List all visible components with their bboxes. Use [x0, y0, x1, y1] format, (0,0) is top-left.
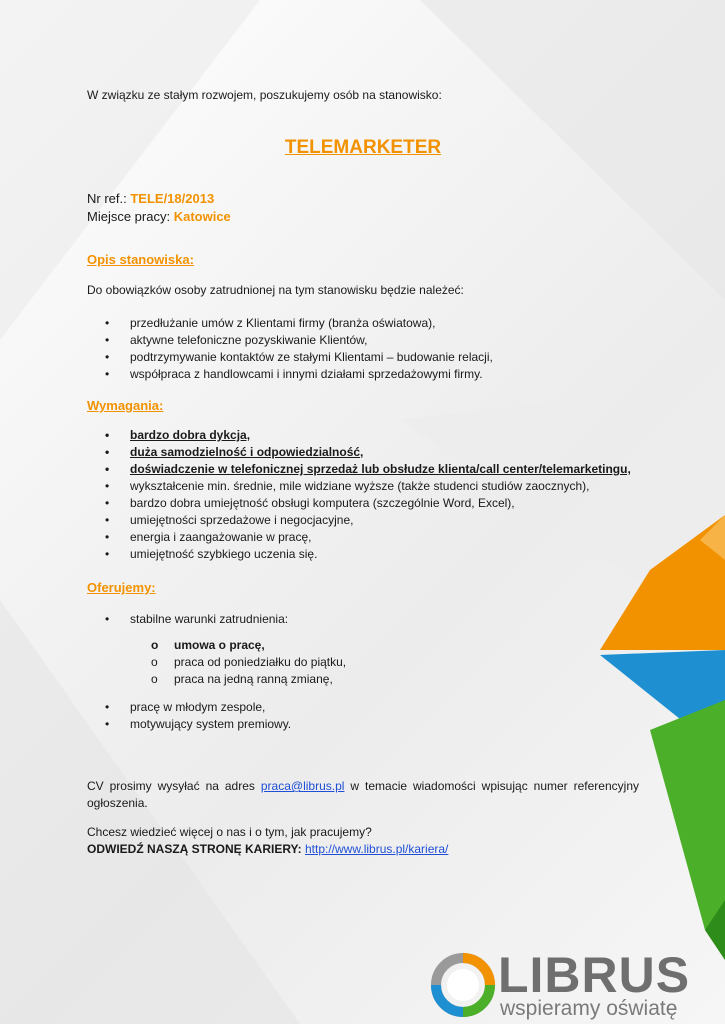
list-item: • stabilne warunki zatrudnienia: [105, 612, 289, 626]
librus-logo [430, 948, 705, 1024]
sub-list-item: o umowa o pracę, [151, 638, 265, 652]
opis-lead: Do obowiązków osoby zatrudnionej na tym stanowisku będzie należeć: [87, 283, 464, 297]
list-item: • przedłużanie umów z Klientami firmy (branża oświatowa), [105, 316, 436, 330]
intro-text: W związku ze stałym rozwojem, poszukujemy osób na stanowisko: [87, 88, 442, 102]
opis-list [87, 315, 493, 383]
career-info [87, 824, 448, 858]
place-value: Katowice [173, 209, 231, 224]
list-item: • umiejętność szybkiego uczenia się. [105, 547, 318, 561]
list-item: • wykształcenie min. średnie, mile widziane wyższe (także studenci studiów zaocznych), [105, 479, 590, 493]
oferujemy-sublist [87, 637, 346, 688]
logo-name: LIBRUS [498, 947, 691, 1003]
list-item: • motywujący system premiowy. [105, 717, 292, 731]
logo-slogan: wspieramy oświatę [500, 997, 678, 1020]
list-item: • bardzo dobra dykcja, [105, 428, 251, 442]
list-item: • bardzo dobra umiejętność obsługi komputera (szczególnie Word, Excel), [105, 496, 515, 510]
list-item: • doświadczenie w telefonicznej sprzedaż lub obsłudze klienta/call center/telemarketingu, [105, 462, 631, 476]
list-item: • pracę w młodym zespole, [105, 700, 266, 714]
ref-label: Nr ref.: [87, 191, 131, 206]
section-heading-opis: Opis stanowiska: [87, 252, 194, 267]
sub-list-item: o praca na jedną ranną zmianę, [151, 672, 333, 686]
list-item: • aktywne telefoniczne pozyskiwanie Klientów, [105, 333, 368, 347]
list-item: • współpraca z handlowcami i innymi działami sprzedażowymi firmy. [105, 367, 483, 381]
section-heading-oferujemy: Oferujemy: [87, 580, 156, 595]
job-title: TELEMARKETER [284, 137, 442, 158]
reference-block [87, 190, 231, 226]
email-link[interactable]: praca@librus.pl [260, 779, 345, 793]
list-item: • duża samodzielność i odpowiedzialność, [105, 445, 364, 459]
sub-list-item: o praca od poniedziałku do piątku, [151, 655, 347, 669]
cv-instructions: CV prosimy wysyłać na adres praca@librus.pl w temacie wiadomości wpisując numer referencyjny ogłoszenia. [87, 779, 639, 810]
list-item: • umiejętności sprzedażowe i negocjacyjne, [105, 513, 354, 527]
career-link[interactable]: http://www.librus.pl/kariera/ [305, 842, 449, 856]
section-heading-wymagania: Wymagania: [87, 398, 164, 413]
oferujemy-list [87, 611, 288, 628]
oferujemy-list-more [87, 699, 291, 733]
ref-value: TELE/18/2013 [130, 191, 215, 206]
career-question: Chcesz wiedzieć więcej o nas i o tym, jak pracujemy? [87, 825, 372, 839]
wymagania-list [87, 427, 631, 563]
list-item: • energia i zaangażowanie w pracę, [105, 530, 312, 544]
career-cta: ODWIEDŹ NASZĄ STRONĘ KARIERY: [87, 842, 305, 856]
librus-ring-icon [430, 952, 496, 1018]
list-item: • podtrzymywanie kontaktów ze stałymi Klientami – budowanie relacji, [105, 350, 493, 364]
place-label: Miejsce pracy: [87, 209, 174, 224]
